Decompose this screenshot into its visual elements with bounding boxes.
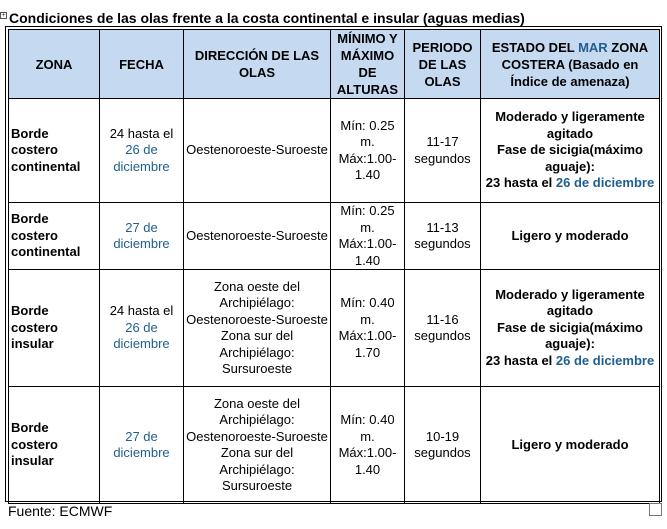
fecha-cell [100, 99, 184, 203]
header-alturas: MÍNIMO Y MÁXIMO DE ALTURAS [331, 30, 405, 99]
estado-range-text: 23 hasta el [485, 352, 556, 368]
header-estado-mar: MAR [578, 39, 608, 55]
estado-range [483, 175, 657, 192]
table-row [9, 203, 660, 270]
table-header-row [9, 30, 660, 99]
source-footer: Fuente: ECMWF [8, 503, 113, 519]
periodo-cell: 11-13 segundos [405, 203, 481, 270]
header-estado-pre: ESTADO DEL [491, 39, 579, 55]
zona-cell: Borde costero insular [9, 387, 100, 504]
alturas-cell: Mín: 0.40 m. Máx:1.00-1.70 [331, 270, 405, 387]
table-row [9, 99, 660, 203]
direccion-cell: Oestenoroeste-Suroeste [184, 99, 331, 203]
header-fecha: FECHA [100, 30, 184, 99]
fecha-date: 26 de diciembre [113, 142, 170, 174]
periodo-cell: 11-17 segundos [405, 99, 481, 203]
table-row [9, 387, 660, 504]
direccion-sur-label: Zona sur del Archipiélago: [219, 328, 295, 360]
estado-cell: Ligero y moderado [481, 387, 660, 504]
fecha-cell [100, 387, 184, 504]
direccion-sur-label: Zona sur del Archipiélago: [219, 445, 295, 477]
fecha-text: 24 hasta el [109, 303, 174, 319]
estado-phase: Fase de sicigia(máximo aguaje): [497, 142, 643, 174]
direccion-cell [184, 387, 331, 504]
table-anchor-icon[interactable]: + [1, 12, 6, 19]
estado-cell [481, 270, 660, 387]
table-title: Condiciones de las olas frente a la costa continental e insular (aguas medias) [9, 10, 525, 26]
waves-table [8, 29, 660, 504]
zona-cell: Borde costero continental [9, 99, 100, 203]
estado-state: Moderado y ligeramente agitado [495, 286, 645, 319]
header-periodo: PERIODO DE LAS OLAS [405, 30, 481, 99]
direccion-cell [184, 270, 331, 387]
fecha-text: 24 hasta el [109, 125, 174, 141]
header-estado [481, 30, 660, 99]
fecha-date: 27 de diciembre [113, 428, 170, 460]
zona-cell: Borde costero insular [9, 270, 100, 387]
direccion-oeste-label: Zona oeste del Archipiélago: [213, 395, 300, 427]
fecha-cell [100, 203, 184, 270]
header-estado-post: ZONA COSTERA (Basado en Índice de amenaza) [501, 39, 649, 89]
estado-range-date: 26 de diciembre [555, 175, 655, 191]
estado-range [483, 353, 657, 370]
periodo-cell: 11-16 segundos [405, 270, 481, 387]
header-direccion: DIRECCIÓN DE LAS OLAS [184, 30, 331, 99]
direccion-oeste-label: Zona oeste del Archipiélago: [213, 278, 300, 310]
alturas-cell: Mín: 0.40 m. Máx:1.00-1.40 [331, 387, 405, 504]
resize-handle[interactable] [649, 503, 662, 516]
zona-cell: Borde costero continental [9, 203, 100, 270]
estado-phase: Fase de sicigia(máximo aguaje): [497, 319, 643, 352]
fecha-date: 26 de diciembre [113, 319, 170, 352]
direccion-oeste-value: Oestenoroeste-Suroeste [186, 311, 328, 327]
direccion-sur-value: Sursuroeste [221, 478, 293, 493]
estado-state: Moderado y ligeramente agitado [495, 109, 645, 141]
direccion-cell: Oestenoroeste-Suroeste [184, 203, 331, 270]
estado-cell [481, 99, 660, 203]
alturas-cell: Mín: 0.25 m. Máx:1.00-1.40 [331, 203, 405, 270]
estado-range-date: 26 de diciembre [555, 352, 655, 368]
estado-range-text: 23 hasta el [485, 175, 556, 191]
estado-cell: Ligero y moderado [481, 203, 660, 270]
direccion-oeste-value: Oestenoroeste-Suroeste [186, 428, 328, 444]
waves-table-frame [5, 26, 662, 502]
header-zona: ZONA [9, 30, 100, 99]
fecha-cell [100, 270, 184, 387]
table-row [9, 270, 660, 387]
periodo-cell: 10-19 segundos [405, 387, 481, 504]
direccion-sur-value: Sursuroeste [221, 361, 293, 376]
alturas-cell: Mín: 0.25 m. Máx:1.00-1.40 [331, 99, 405, 203]
fecha-date: 27 de diciembre [113, 219, 170, 251]
